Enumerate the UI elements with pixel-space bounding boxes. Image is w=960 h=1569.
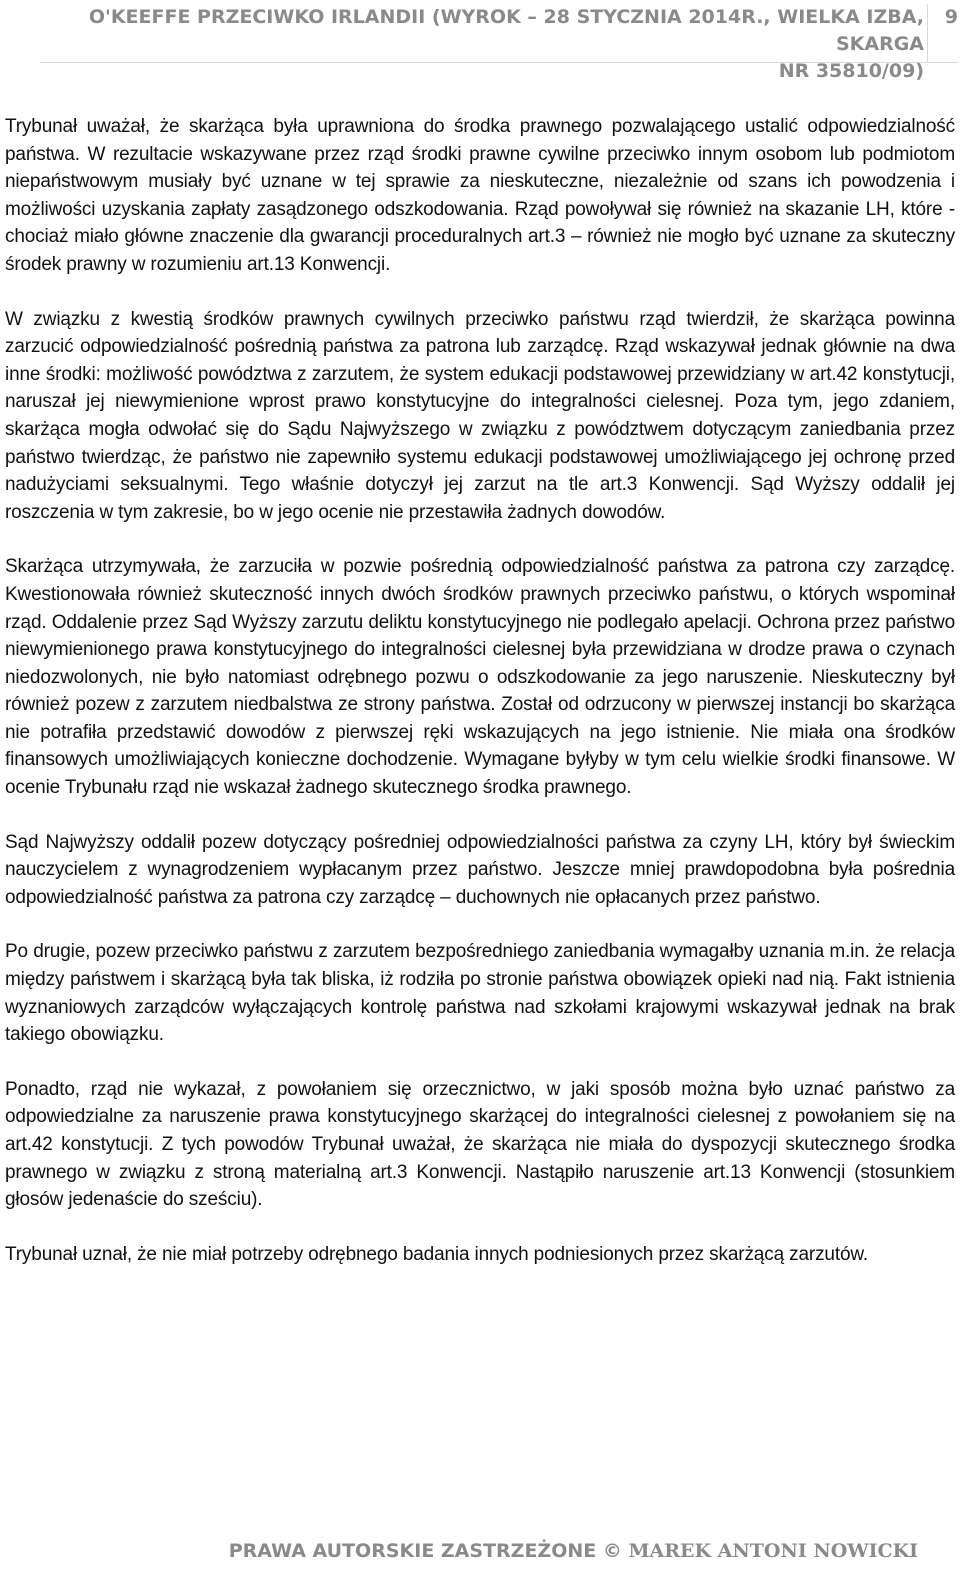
document-title-line-2: NR 35810/09)	[778, 60, 924, 82]
page-number: 9	[927, 4, 958, 62]
paragraph-6: Ponadto, rząd nie wykazał, z powołaniem się orzecznictwo, w jaki sposób można było uznać państwo za odpowiedzialne za naruszenie prawa konstytucyjnego skarżącej do integralności cielesnej z powołaniem się na art.42 konstytucji. Z tych powodów Trybunał uważał, że skarżąca nie miała do dyspozycji skutecznego środka prawnego w związku z stroną materialną art.3 Konwencji. Nastąpiło naruszenie art.13 Konwencji (stosunkiem głosów jedenaście do sześciu).	[5, 1078, 955, 1211]
document-body	[5, 113, 955, 1295]
paragraph-4: Sąd Najwyższy oddalił pozew dotyczący pośredniej odpowiedzialności państwa za czyny LH, który był świeckim nauczycielem z wynagrodzeniem wypłacanym przez państwo. Jeszcze mniej prawdopodobna była pośrednia odpowiedzialność państwa za patrona czy zarządcę – duchownych nie opłacanych przez państwo.	[5, 831, 955, 908]
paragraph-2: W związku z kwestią środków prawnych cywilnych przeciwko państwu rząd twierdził, że skarżąca powinna zarzucić odpowiedzialność pośrednią państwa za patrona lub zarządcę. Rząd wskazywał jednak głównie na dwa inne środki: możliwość powództwa z zarzutem, że system edukacji podstawowej przewidziany w art.42 konstytucji, naruszał jej niewymienione wprost prawo konstytucyjne do integralności cielesnej. Poza tym, jego zdaniem, skarżąca mogła odwołać się do Sądu Najwyższego w związku z powództwem dotyczącym zaniedbania przez państwo twierdząc, że państwo nie zapewniło systemu edukacji podstawowej umożliwiającego jej ochronę przed nadużyciami seksualnymi. Tego właśnie dotyczył jej zarzut na tle art.3 Konwencji. Sąd Wyższy oddalił jej roszczenia w tym zakresie, bo w jego ocenie nie przestawiła żadnych dowodów.	[5, 308, 955, 523]
page-header	[40, 0, 958, 82]
page-footer	[210, 1538, 918, 1564]
author-name: MAREK ANTONI NOWICKI	[628, 1540, 918, 1562]
document-title	[40, 4, 924, 85]
paragraph-5: Po drugie, pozew przeciwko państwu z zarzutem bezpośredniego zaniedbania wymagałby uznania m.in. że relacja między państwem i skarżącą była tak bliska, iż rodziła po stronie państwa obowiązek opieki nad nią. Fakt istnienia wyznaniowych zarządców wyłączających kontrolę państwa nad szkołami krajowymi wskazywał jednak na brak takiego obowiązku.	[5, 941, 955, 1046]
paragraph-7: Trybunał uznał, że nie miał potrzeby odrębnego badania innych podniesionych przez skarżącą zarzutów.	[5, 1243, 869, 1265]
document-title-line-1: O'KEEFFE PRZECIWKO IRLANDII (WYROK – 28 STYCZNIA 2014R., WIELKA IZBA, SKARGA	[88, 6, 924, 55]
paragraph-1: Trybunał uważał, że skarżąca była uprawniona do środka prawnego pozwalającego ustalić odpowiedzialność państwa. W rezultacie wskazywane przez rząd środki prawne cywilne przeciwko innym osobom lub podmiotom niepaństwowym musiały być uznane w tej sprawie za nieskuteczne, niezależnie od szans ich powodzenia i możliwości uzyskania zapłaty zasądzonego odszkodowania. Rząd powoływał się również na skazanie LH, które - chociaż miało główne znaczenie dla gwarancji proceduralnych art.3 – również nie mogło być uznane za skuteczny środek prawny w rozumieniu art.13 Konwencji.	[5, 116, 955, 275]
paragraph-3: Skarżąca utrzymywała, że zarzuciła w pozwie pośrednią odpowiedzialność państwa za patrona czy zarządcę. Kwestionowała również skuteczność innych dwóch środków prawnych przeciwko państwu, o których wspominał rząd. Oddalenie przez Sąd Wyższy zarzutu deliktu konstytucyjnego nie podlegało apelacji. Ochrona przez państwo niewymienionego prawa konstytucyjnego do integralności cielesnej była przewidziana w drodze prawa o czynach niedozwolonych, nie było natomiast odrębnego pozwu o odszkodowanie za jego naruszenie. Nieskuteczny był również pozew z zarzutem niedbalstwa ze strony państwa. Został od odrzucony w pierwszej instancji bo skarżąca nie potrafiła przedstawić dowodów z pierwszej ręki wskazujących na jego istnienie. Nie miała ona środków finansowych umożliwiających konieczne dochodzenie. Wymagane byłyby w tym celu wielkie środki finansowe. W ocenie Trybunału rząd nie wskazał żadnego skutecznego środka prawnego.	[5, 556, 955, 799]
copyright-notice: PRAWA AUTORSKIE ZASTRZEŻONE ©	[228, 1540, 622, 1562]
